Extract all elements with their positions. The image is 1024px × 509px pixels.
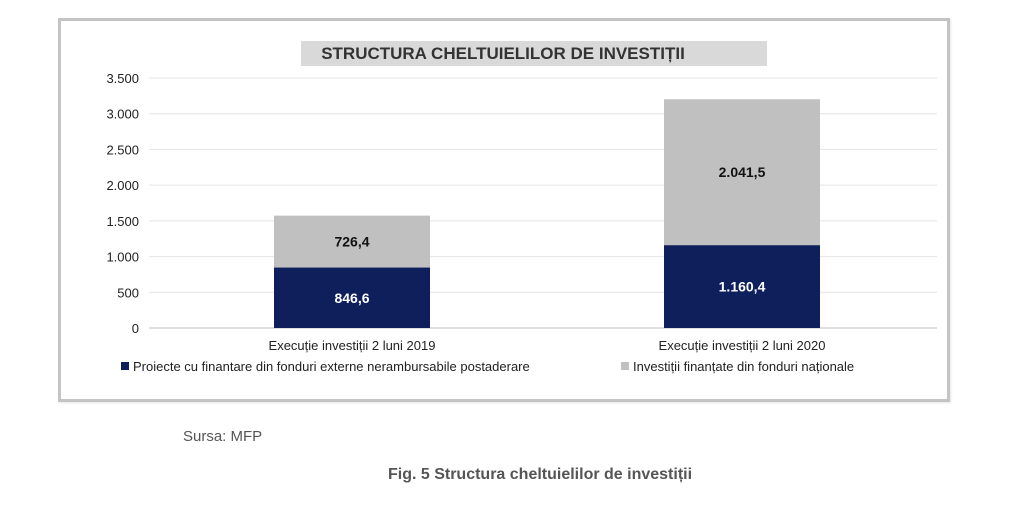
- legend-swatch: [121, 362, 129, 370]
- y-axis-tick-labels: [106, 71, 139, 336]
- y-tick-label: 2.000: [106, 178, 139, 194]
- chart-title-group: [301, 41, 767, 66]
- legend-label: Proiecte cu finantare din fonduri externe nerambursabile postaderare: [133, 359, 530, 374]
- data-label: 846,6: [334, 289, 370, 306]
- y-tick-label: 0: [131, 321, 139, 336]
- y-tick-label: 500: [117, 285, 139, 301]
- y-tick-label: 2.500: [106, 142, 139, 158]
- data-label: 726,4: [334, 233, 370, 250]
- y-tick-label: 1.500: [106, 213, 139, 229]
- chart-frame: [58, 18, 950, 402]
- data-label: 2.041,5: [718, 164, 766, 181]
- chart-title: STRUCTURA CHELTUIELILOR DE INVESTIȚII: [321, 44, 685, 63]
- x-axis-category-labels: [269, 338, 826, 353]
- y-tick-label: 3.000: [106, 106, 139, 122]
- legend-label: Investiții finanțate din fonduri naționale: [633, 359, 855, 374]
- y-tick-label: 3.500: [106, 71, 139, 86]
- x-category-label: Execuție investiții 2 luni 2020: [658, 338, 826, 353]
- figure-caption: Fig. 5 Structura cheltuielilor de investiții: [387, 466, 693, 483]
- source-note: Sursa: MFP: [183, 428, 263, 445]
- y-tick-label: 1.000: [106, 249, 139, 265]
- x-category-label: Execuție investiții 2 luni 2019: [268, 338, 436, 353]
- stacked-bar-chart: [61, 21, 947, 399]
- legend: [121, 359, 854, 374]
- data-label: 1.160,4: [718, 278, 766, 295]
- legend-swatch: [621, 362, 629, 370]
